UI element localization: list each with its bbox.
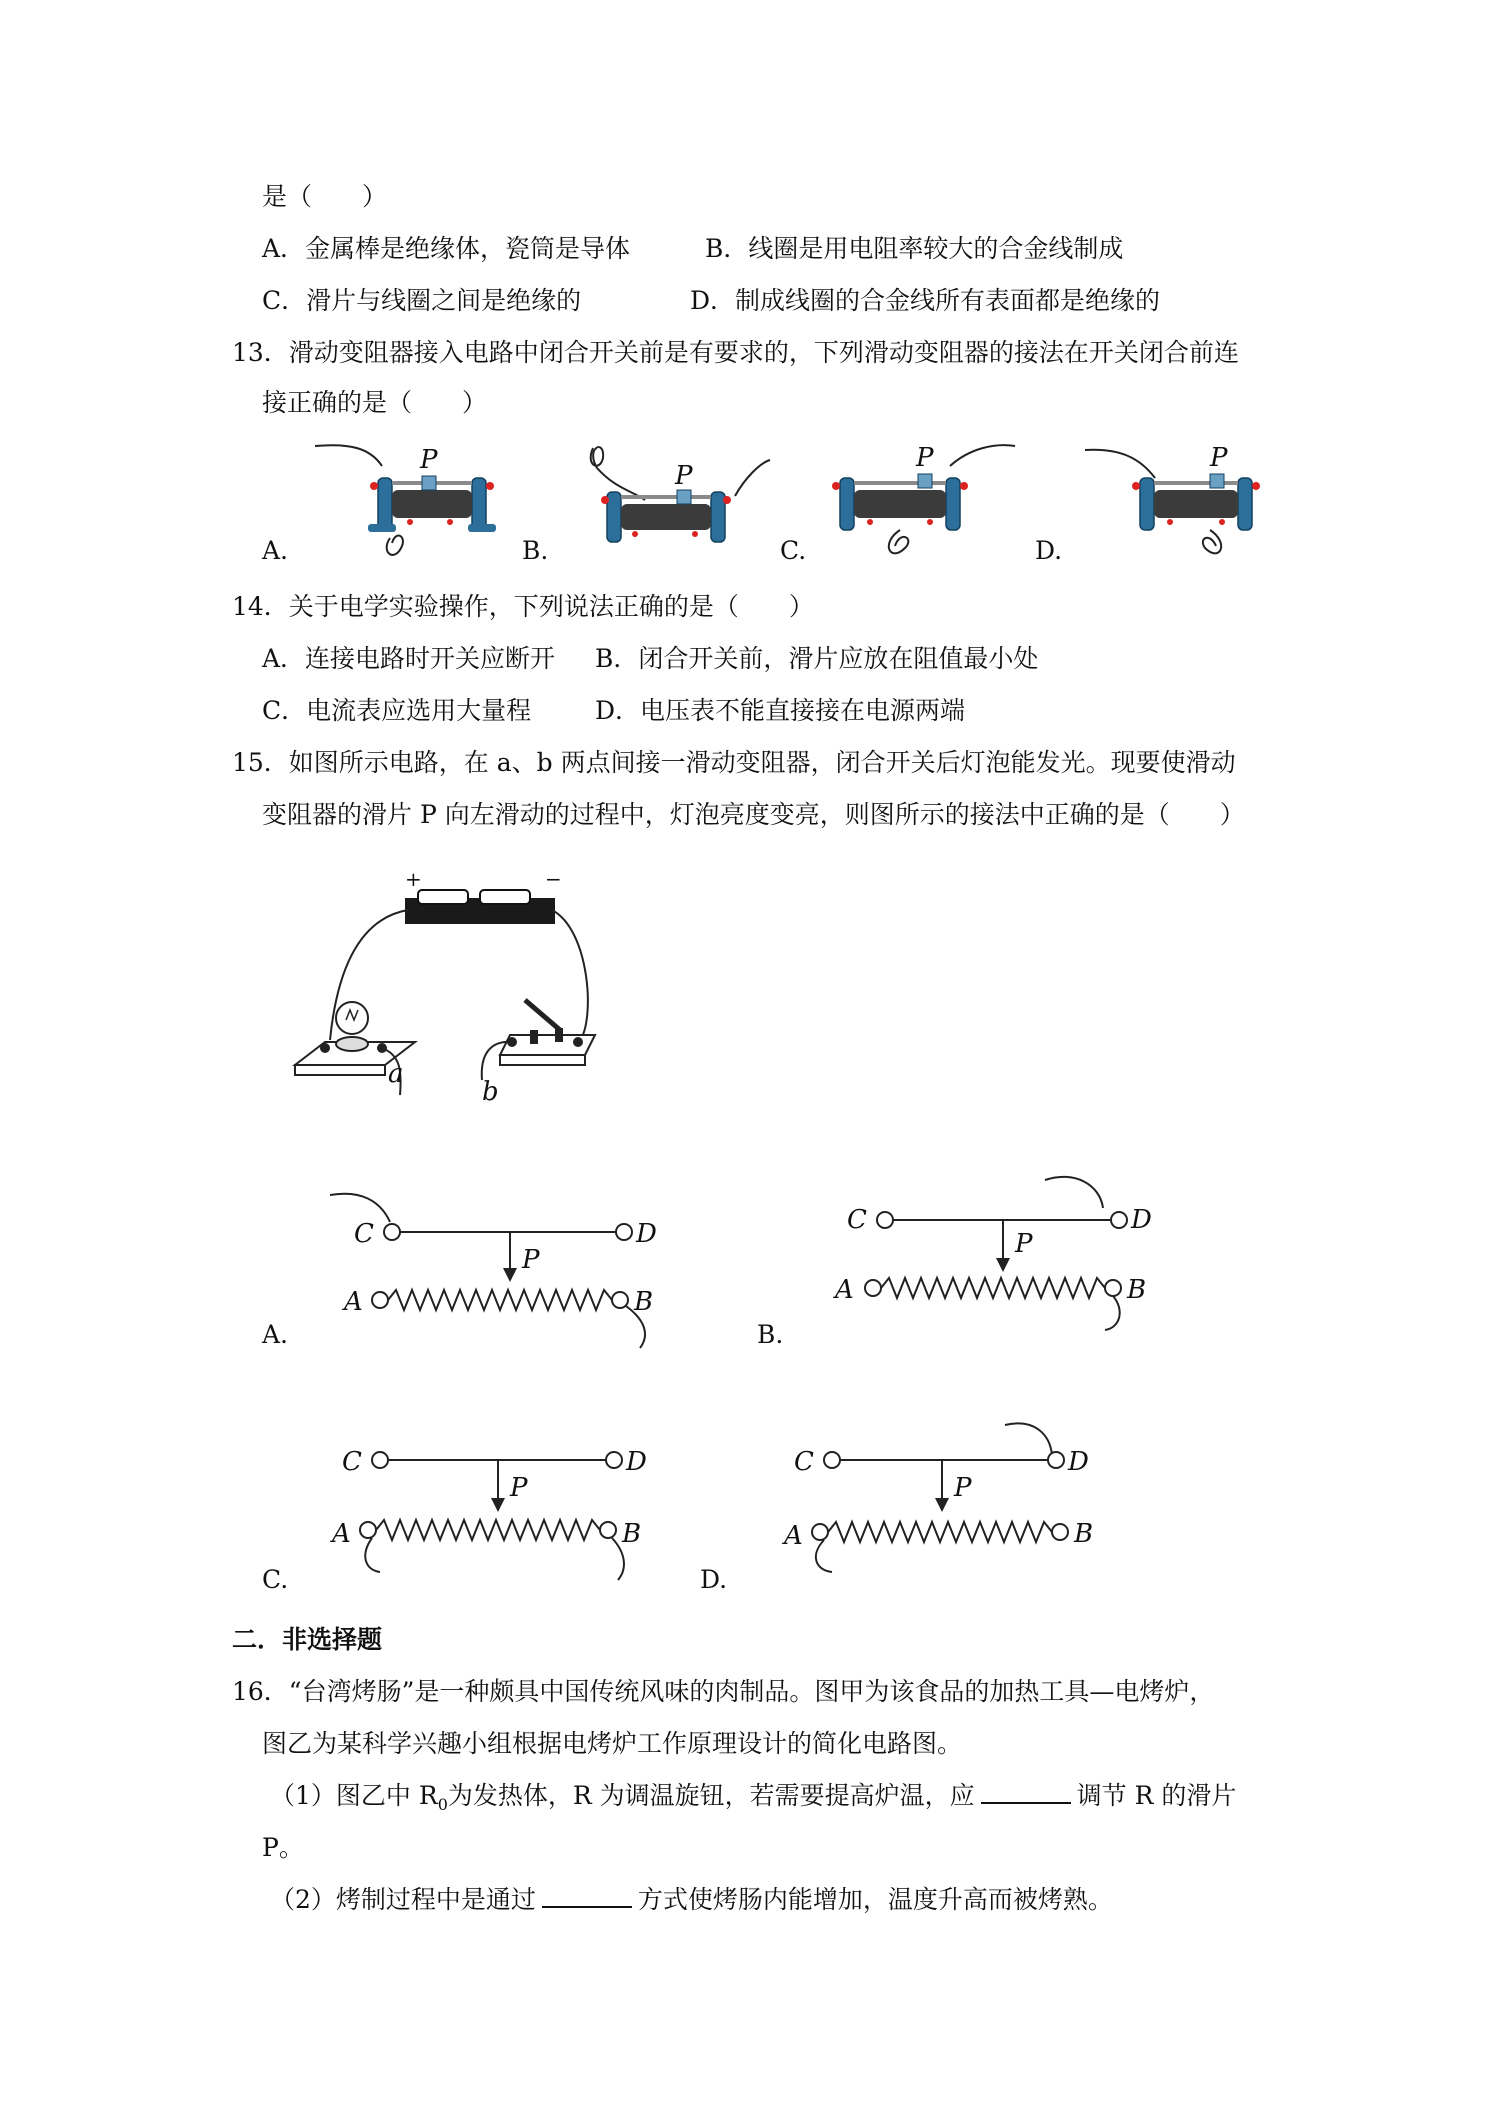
slider-p-label: P (510, 1473, 528, 1503)
q12-option-a: A．金属棒是绝缘体，瓷筒是导体 (262, 234, 631, 263)
q13-pointer-label: P (675, 461, 693, 491)
battery-cell-icon (480, 890, 530, 904)
q13-label-d: D. (1035, 536, 1063, 565)
terminal-b-label: B (634, 1287, 654, 1317)
q15-diagram-c (330, 1430, 690, 1590)
q16-sub1: （1）图乙中 $R_0$为发热体，R 为调温旋钮，若需要提高炉温，应 调节 R 的滑片 (270, 1781, 1237, 1814)
q15-diagram-d (780, 1420, 1140, 1580)
q13-stem-line1: 13．滑动变阻器接入电路中闭合开关前是有要求的，下列滑动变阻器的接法在开关闭合前连 (232, 338, 1239, 367)
circuit-point-a: a (388, 1059, 404, 1089)
q15-label-b: B. (757, 1320, 784, 1349)
q13-figure-d (1080, 438, 1280, 558)
q13-label-c: C. (780, 536, 807, 565)
q15-stem-line1: 15．如图所示电路，在 a、b 两点间接一滑动变阻器，闭合开关后灯泡能发光。现要使滑动 (232, 748, 1236, 777)
q14-option-a: A．连接电路时开关应断开 (262, 644, 556, 673)
q12-option-c: C．滑片与线圈之间是绝缘的 (262, 286, 582, 315)
circuit-point-b: b (482, 1077, 499, 1107)
terminal-a-label: A (784, 1521, 803, 1551)
q15-diagram-a (330, 1190, 690, 1350)
terminal-b-label: B (622, 1519, 642, 1549)
q13-figure-c (820, 438, 1020, 558)
terminal-a-label: A (332, 1519, 351, 1549)
section-title: 二．非选择题 (232, 1625, 383, 1654)
q14-option-d: D．电压表不能直接接在电源两端 (595, 696, 966, 725)
terminal-d-label: D (1131, 1205, 1152, 1235)
q15-label-c: C. (262, 1565, 289, 1594)
q13-figure-a (310, 438, 510, 558)
terminal-c-label: C (794, 1447, 814, 1477)
q12-option-d: D．制成线圈的合金线所有表面都是绝缘的 (690, 286, 1161, 315)
q14-option-b: B．闭合开关前，滑片应放在阻值最小处 (595, 644, 1039, 673)
slider-p-label: P (954, 1473, 972, 1503)
q15-diagram-b (825, 1170, 1185, 1330)
terminal-b-label: B (1074, 1519, 1094, 1549)
q12-stem-tail: 是（ ） (262, 182, 388, 211)
q14-stem: 14．关于电学实验操作，下列说法正确的是（ ） (232, 592, 814, 621)
terminal-a-label: A (835, 1275, 854, 1305)
q15-circuit-figure (290, 867, 610, 1110)
terminal-c-label: C (342, 1447, 362, 1477)
battery-minus-label: − (545, 867, 562, 891)
terminal-d-label: D (626, 1447, 647, 1477)
q16-sub1-tail: P。 (262, 1833, 304, 1862)
terminal-c-label: C (847, 1205, 867, 1235)
q13-label-b: B. (522, 536, 549, 565)
q14-option-c: C．电流表应选用大量程 (262, 696, 532, 725)
terminal-c-label: C (354, 1219, 374, 1249)
battery-cell-icon (418, 890, 468, 904)
q15-stem-line2: 变阻器的滑片 P 向左滑动的过程中，灯泡亮度变亮，则图所示的接法中正确的是（ ） (262, 800, 1245, 829)
q13-pointer-label: P (420, 445, 438, 475)
slider-p-label: P (1015, 1229, 1033, 1259)
terminal-a-label: A (344, 1287, 363, 1317)
q12-option-b: B．线圈是用电阻率较大的合金线制成 (705, 234, 1124, 263)
q16-stem-line1: 16．“台湾烤肠”是一种颇具中国传统风味的肉制品。图甲为该食品的加热工具—电烤炉， (232, 1677, 1215, 1706)
q13-figure-b (575, 438, 775, 558)
slider-p-label: P (522, 1245, 540, 1275)
q13-stem-line2: 接正确的是（ ） (262, 388, 488, 417)
answer-blank[interactable] (542, 1884, 632, 1908)
terminal-b-label: B (1127, 1275, 1147, 1305)
q16-sub2: （2）烤制过程中是通过 方式使烤肠内能增加，温度升高而被烤熟。 (270, 1885, 1113, 1914)
q15-label-a: A. (262, 1320, 289, 1349)
q13-pointer-label: P (916, 443, 934, 473)
q15-label-d: D. (700, 1565, 728, 1594)
q16-stem-line2: 图乙为某科学兴趣小组根据电烤炉工作原理设计的简化电路图。 (262, 1729, 963, 1758)
bulb-icon (336, 1002, 368, 1034)
q13-label-a: A. (262, 536, 289, 565)
switch-lever-icon (525, 1000, 560, 1030)
terminal-d-label: D (1068, 1447, 1089, 1477)
battery-plus-label: + (405, 867, 422, 891)
answer-blank[interactable] (981, 1780, 1071, 1804)
q13-pointer-label: P (1210, 443, 1228, 473)
terminal-d-label: D (636, 1219, 657, 1249)
